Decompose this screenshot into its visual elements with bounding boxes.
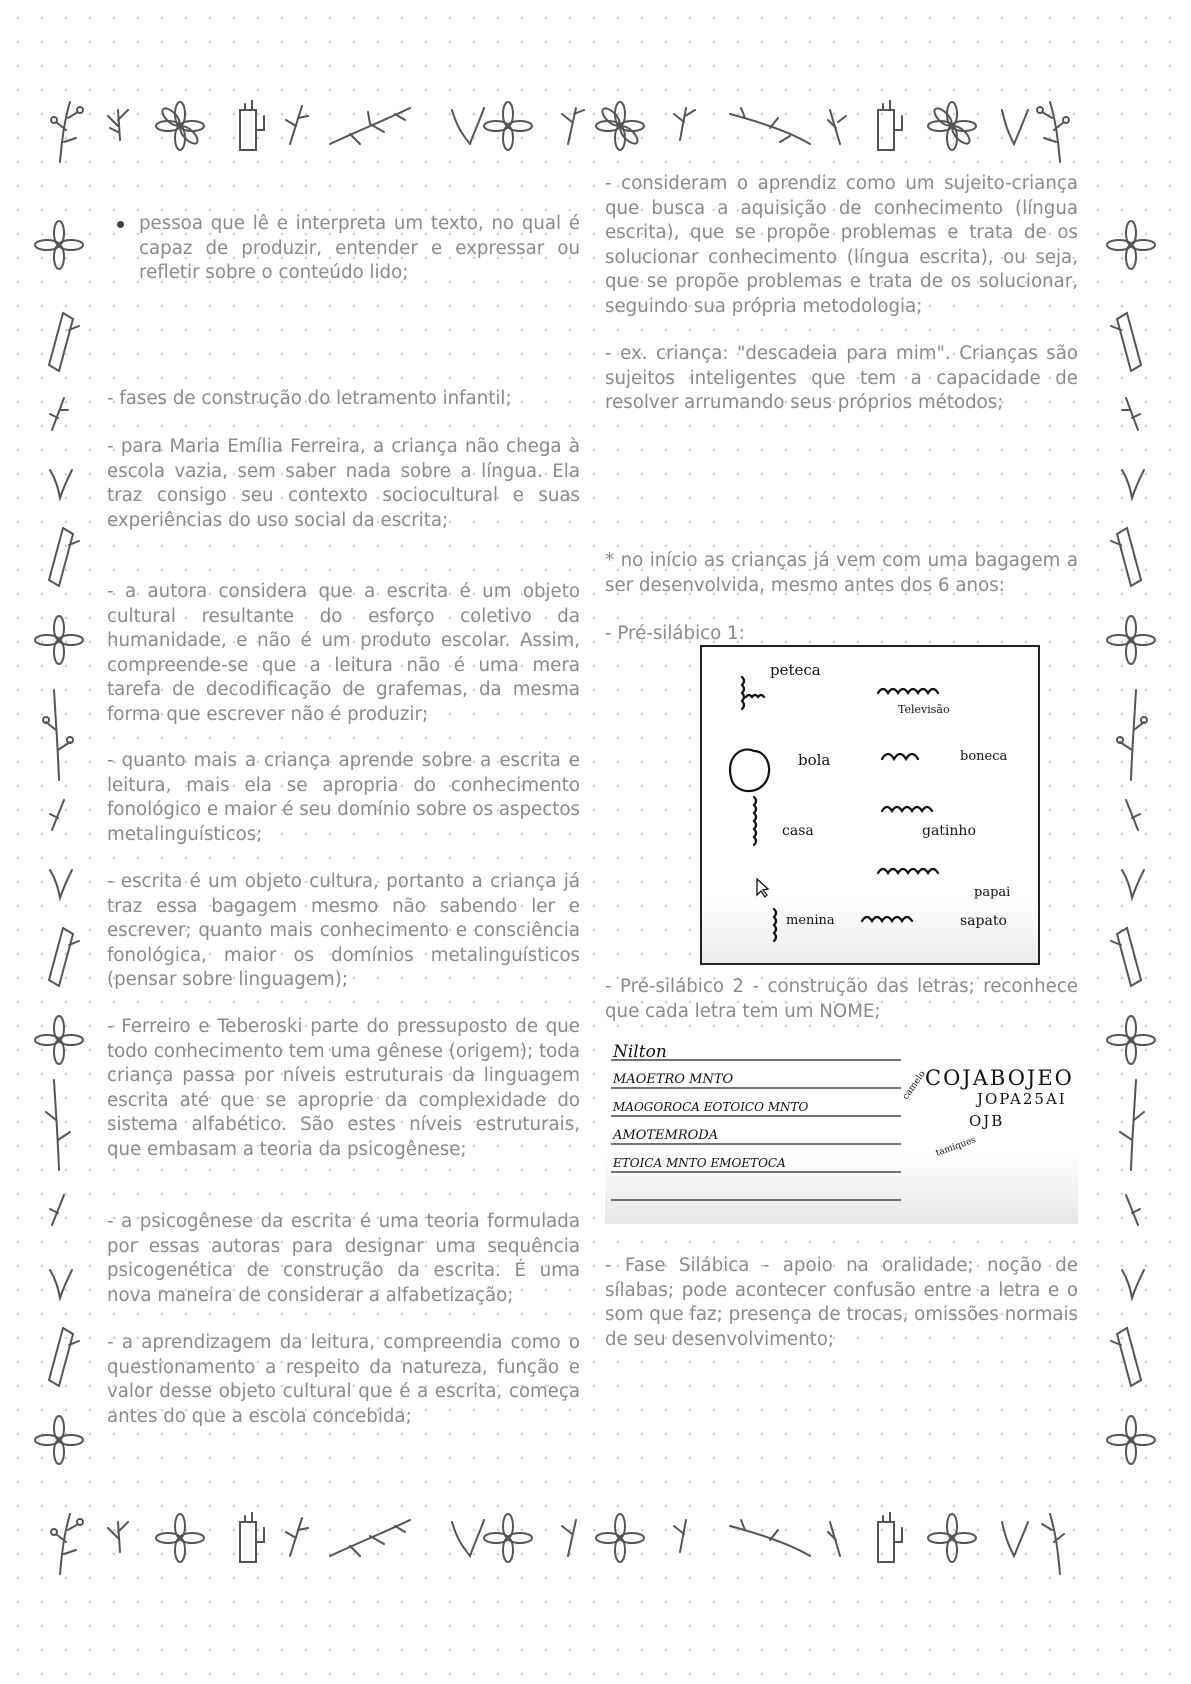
right-doodle-border — [1106, 220, 1156, 1520]
left-paragraph-5: - escrita é um objeto cultura, portanto a criança já traz essa bagagem mesmo não sabendo ler e escrever; quanto mais conhecimento e consciência fonológica, maior os domínios metalinguísticos (pensar sobre linguagem); — [107, 871, 580, 990]
drawing-label-sapato: sapato — [960, 913, 1007, 929]
drawing-label-casa: casa — [782, 823, 814, 839]
writing-word-2: JOPA25AI — [977, 1090, 1067, 1108]
left-paragraph-8: - a aprendizagem da leitura, compreendia como o questionamento a respeito da natureza, função e valor desse objeto cultural que é a escrita, começa antes do que a escola concebida; — [107, 1332, 580, 1427]
writing-line-1: Nilton — [613, 1042, 667, 1062]
top-doodle-border — [40, 100, 1150, 164]
writing-line-5: ETOICA MNTO EMOETOCA — [613, 1156, 786, 1170]
drawing-label-bola: bola — [798, 751, 831, 769]
drawing-label-boneca: boneca — [960, 749, 1008, 764]
drawing-label-televisao: Televisão — [898, 703, 950, 716]
left-paragraph-6: - Ferreiro e Teberoski parte do pressuposto de que todo conhecimento tem uma gênese (origem); toda criança passa por níveis estruturais da linguagem escrita até que se aproprie da complexidade do sistema alfabético. São estes níveis estruturais, que embasam a teoria da psicogênese; — [107, 1016, 580, 1160]
side-label-camelo: camelo — [901, 1069, 928, 1102]
right-paragraph-2: - ex. criança: "descadeia para mim". Crianças são sujeitos inteligentes que tem a capacidade de resolver arrumando seus próprios métodos; — [605, 343, 1078, 413]
writing-line-3: MAOGOROCA EOTOICO MNTO — [613, 1100, 809, 1114]
drawing-label-papai: papai — [974, 885, 1011, 900]
drawing-label-gatinho: gatinho — [922, 823, 976, 839]
writing-line-4: AMOTEMRODA — [613, 1128, 719, 1143]
writing-line-2: MAOETRO MNTO — [613, 1072, 734, 1087]
right-paragraph-6: - Fase Silábica - apoio na oralidade; noção de sílabas; pode acontecer confusão entre a letra e o som que faz; presença de trocas, omissões normais de seu desenvolvimento; — [605, 1255, 1078, 1350]
bullet-text: pessoa que lê e interpreta um texto, no qual é capaz de produzir, entender e expressar ou refletir sobre o conteúdo lido; — [139, 213, 580, 283]
bullet-item — [107, 212, 580, 286]
bullet-dot-icon — [117, 221, 124, 228]
pre-syllabic-2-image — [605, 1042, 1078, 1224]
right-paragraph-1: - consideram o aprendiz como um sujeito-criança que busca a aquisição de conhecimento (língua escrita), que se propõe problemas e trata de os solucionar conhecimento (língua escrita), ou seja, que se propõe problemas e trata de os solucionar, seguindo sua própria metodologia; — [605, 173, 1078, 317]
left-paragraph-2: - para Maria Emília Ferreira, a criança não chega à escola vazia, sem saber nada sobre a língua. Ela traz consigo seu contexto sociocultural e suas experiências do uso social da escrita; — [107, 436, 580, 531]
drawing-label-menina: menina — [786, 913, 835, 928]
left-doodle-border — [34, 220, 84, 1520]
side-label-tamiques: tamiques — [934, 1135, 978, 1159]
right-paragraph-5: - Pré-silábico 2 - construção das letras; reconhece que cada letra tem um NOME; — [605, 976, 1078, 1022]
writing-word-3: OJB — [969, 1112, 1005, 1130]
drawing-label-peteca: peteca — [770, 661, 821, 679]
left-paragraph-3: - a autora considera que a escrita é um objeto cultural resultante do esforço coletivo da humanidade, e não é um produto escolar. Assim, compreende-se que a leitura não é uma mera tarefa de decodificação de grafemas, da mesma forma que escrever não é produzir; — [107, 581, 580, 725]
pre-syllabic-1-image — [700, 645, 1040, 965]
right-paragraph-4: - Pré-silábico 1: — [605, 623, 745, 644]
bottom-doodle-border — [40, 1512, 1150, 1576]
left-paragraph-1: - fases de construção do letramento infantil; — [107, 388, 512, 409]
right-paragraph-3: * no início as crianças já vem com uma bagagem a ser desenvolvida, mesmo antes dos 6 anos: — [605, 550, 1078, 596]
writing-word-1: COJABOJEO — [925, 1066, 1074, 1090]
left-paragraph-4: - quanto mais a criança aprende sobre a escrita e leitura, mais ela se apropria do conhecimento fonológico e maior é seu domínio sobre os aspectos metalinguísticos; — [107, 750, 580, 845]
left-paragraph-7: - a psicogênese da escrita é uma teoria formulada por essas autoras para designar uma sequência psicogenética de construção da escrita. É uma nova maneira de considerar a alfabetização; — [107, 1211, 580, 1306]
